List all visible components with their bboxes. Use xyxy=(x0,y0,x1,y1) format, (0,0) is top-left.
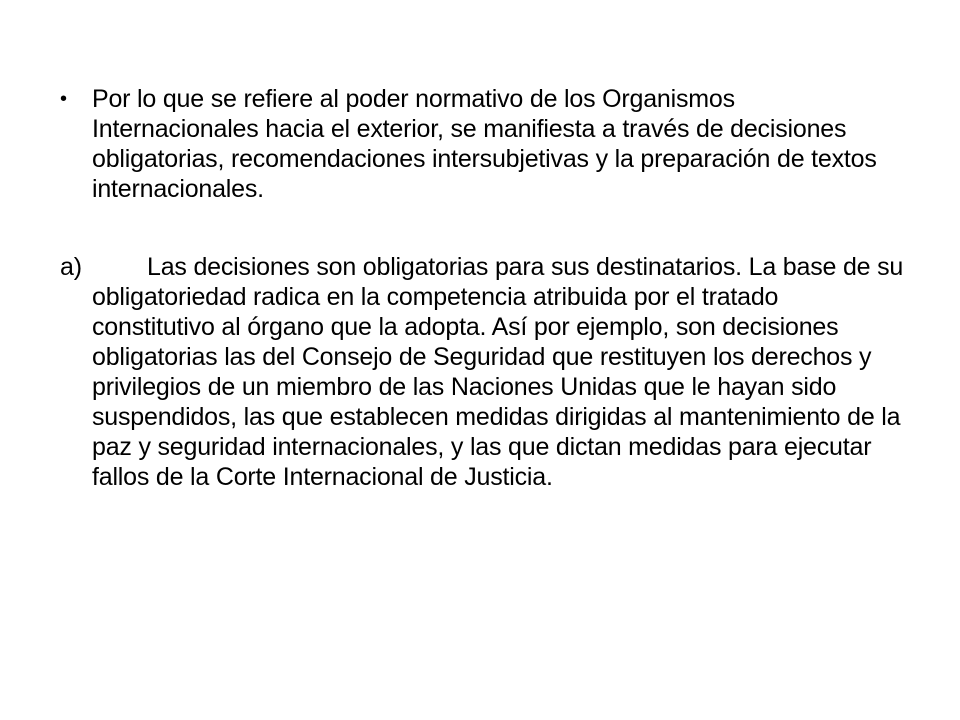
slide-content xyxy=(60,84,905,492)
lettered-paragraph-a xyxy=(60,252,905,492)
bullet-paragraph-text: Por lo que se refiere al poder normativo de los Organismos Internacionales hacia el exterior, se manifiesta a través de decisiones obligatorias, recomendaciones intersubjetivas y la preparación de textos internacionales. xyxy=(92,85,877,203)
item-marker-a: a) xyxy=(60,253,82,281)
bullet-paragraph xyxy=(60,84,905,204)
bullet-marker: • xyxy=(60,88,67,110)
paragraph-spacer xyxy=(60,204,905,252)
item-a-text: Las decisiones son obligatorias para sus destinatarios. La base de su obligatoriedad radica en la competencia atribuida por el tratado constitutivo al órgano que la adopta. Así por ejemplo, son decisiones obligatorias las del Consejo de Seguridad que restituyen los derechos y privilegios de un miembro de las Naciones Unidas que le hayan sido suspendidos, las que establecen medidas dirigidas al mantenimiento de la paz y seguridad internacionales, y las que dictan medidas para ejecutar fallos de la Corte Internacional de Justicia. xyxy=(92,253,904,491)
